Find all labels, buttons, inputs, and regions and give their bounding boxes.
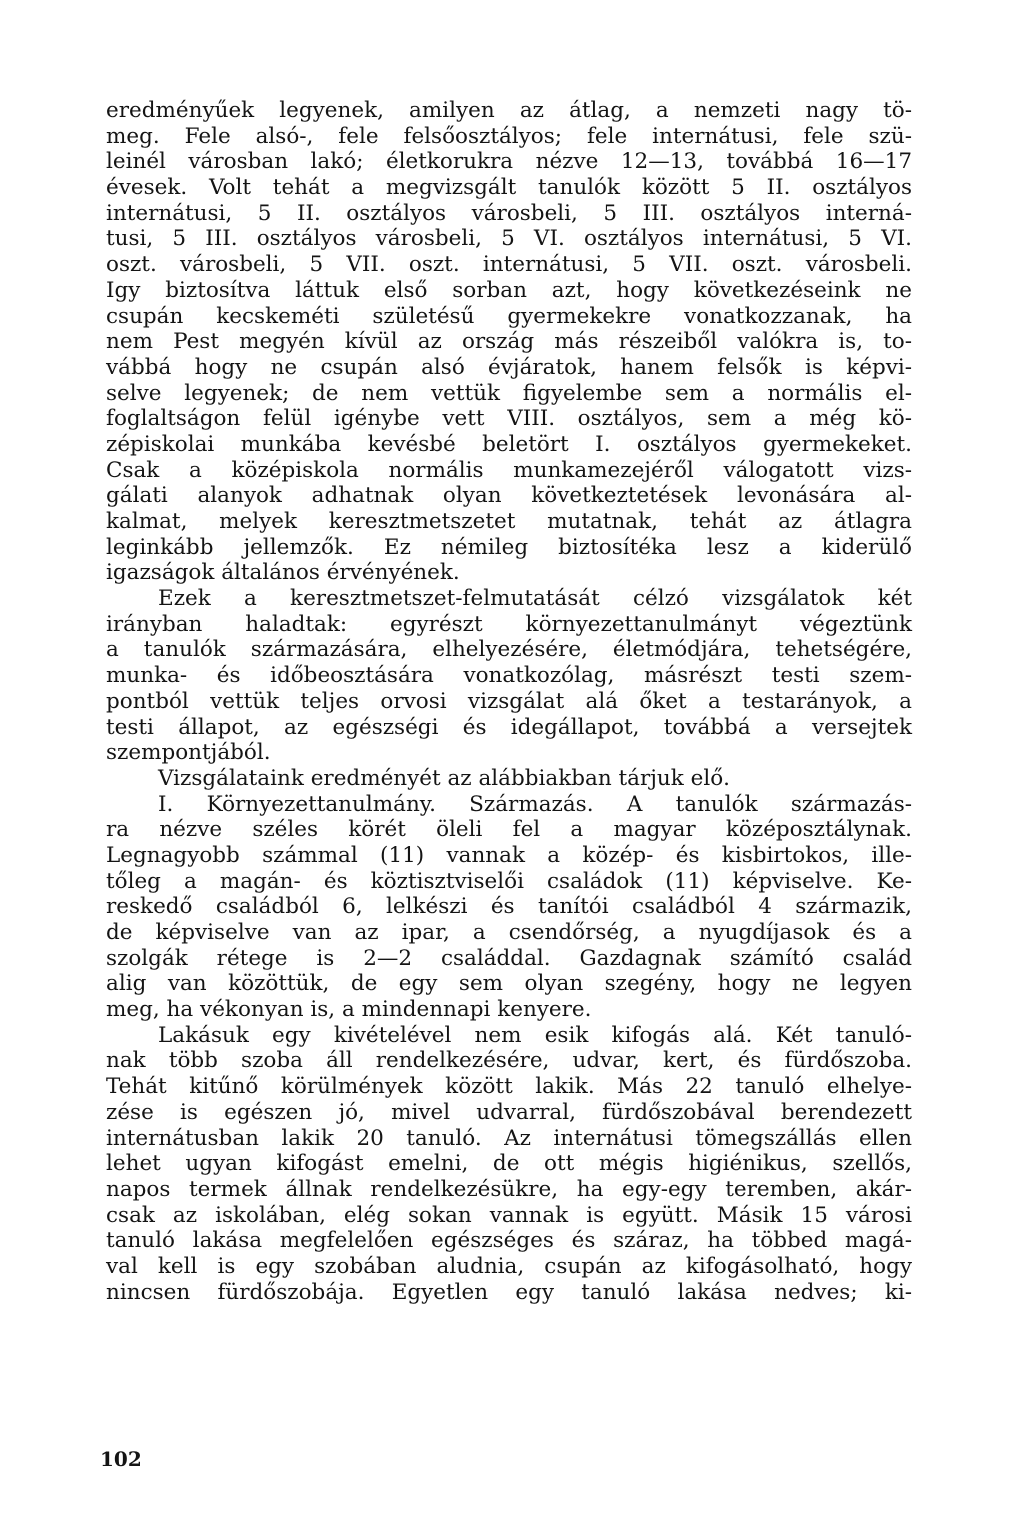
text-line: reskedő családból 6, lelkészi és tanítói családból 4 származik, <box>106 894 912 920</box>
text-line: zése is egészen jó, mivel udvarral, fürdőszobával berendezett <box>106 1099 912 1125</box>
text-line: Lakásuk egy kivételével nem esik kifogás alá. Két tanuló- <box>158 1022 912 1048</box>
text-line: Ezek a keresztmetszet-felmutatását célzó vizsgálatok két <box>158 586 912 612</box>
text-line: ra nézve széles körét öleli fel a magyar középosztálynak. <box>106 817 912 843</box>
text-line: leinél városban lakó; életkorukra nézve 12—13, továbbá 16—17 <box>106 149 912 175</box>
text-line: csupán kecskeméti születésű gyermekekre vonatkozzanak, ha <box>106 303 912 329</box>
text-line: selve legyenek; de nem vettük figyelembe sem a normális el- <box>106 380 912 406</box>
text-line: nak több szoba áll rendelkezésére, udvar, kert, és fürdőszoba. <box>106 1048 912 1074</box>
text-line: évesek. Volt tehát a megvizsgált tanulók között 5 II. osztályos <box>106 175 912 201</box>
text-line: lehet ugyan kifogást emelni, de ott mégis higiénikus, szellős, <box>106 1151 912 1177</box>
text-line: munka- és időbeosztására vonatkozólag, másrészt testi szem- <box>106 663 912 689</box>
text-line: Vizsgálataink eredményét az alábbiakban tárjuk elő. <box>158 765 730 791</box>
text-line: nem Pest megyén kívül az ország más részeiből valókra is, to- <box>106 329 912 355</box>
text-line: szempontjából. <box>106 740 271 766</box>
text-line: zépiskolai munkába kevésbé beletört I. osztályos gyermekeket. <box>106 431 912 457</box>
page-body-text <box>106 98 912 1305</box>
text-line: gálati alanyok adhatnak olyan következtetések levonására al- <box>106 483 912 509</box>
text-line: I. Környezettanulmány. Származás. A tanulók származás- <box>158 791 912 817</box>
text-line: internátusi, 5 II. osztályos városbeli, 5 III. osztályos interná- <box>106 200 912 226</box>
text-line: tanuló lakása megfelelően egészséges és száraz, ha többed magá- <box>106 1228 912 1254</box>
text-line: napos termek állnak rendelkezésükre, ha egy-egy teremben, akár- <box>106 1176 912 1202</box>
text-line: igazságok általános érvényének. <box>106 560 460 586</box>
text-line: foglaltságon felül igénybe vett VIII. osztályos, sem a még kö- <box>106 406 912 432</box>
text-line: val kell is egy szobában aludnia, csupán az kifogásolható, hogy <box>106 1253 912 1279</box>
text-line: leginkább jellemzők. Ez némileg biztosítéka lesz a kiderülő <box>106 534 912 560</box>
text-line: tőleg a magán- és köztisztviselői családok (11) képviselve. Ke- <box>106 868 912 894</box>
text-line: eredményűek legyenek, amilyen az átlag, a nemzeti nagy tö- <box>106 98 912 123</box>
text-line: de képviselve van az ipar, a csendőrség, a nyugdíjasok és a <box>106 920 912 945</box>
text-line: Csak a középiskola normális munkamezejéről válogatott vizs- <box>106 457 912 483</box>
text-line: nincsen fürdőszobája. Egyetlen egy tanuló lakása nedves; ki- <box>106 1279 912 1305</box>
text-line: szolgák rétege is 2—2 családdal. Gazdagnak számító család <box>106 945 912 971</box>
text-line: alig van közöttük, de egy sem olyan szegény, hogy ne legyen <box>106 971 912 997</box>
text-line: meg, ha vékonyan is, a mindennapi kenyere. <box>106 997 592 1023</box>
text-line: kalmat, melyek keresztmetszetet mutatnak, tehát az átlagra <box>106 509 912 534</box>
text-line: a tanulók származására, elhelyezésére, életmódjára, tehetségére, <box>106 637 912 663</box>
text-line: irányban haladtak: egyrészt környezettanulmányt végeztünk <box>106 611 912 637</box>
text-line: internátusban lakik 20 tanuló. Az internátusi tömegszállás ellen <box>106 1125 912 1151</box>
text-line: Tehát kitűnő körülmények között lakik. Más 22 tanuló elhelye- <box>106 1074 912 1100</box>
text-line: oszt. városbeli, 5 VII. oszt. internátusi, 5 VII. oszt. városbeli. <box>106 252 912 278</box>
text-line: pontból vettük teljes orvosi vizsgálat alá őket a testarányok, a <box>106 688 912 714</box>
text-line: testi állapot, az egészségi és idegállapot, továbbá a versejtek <box>106 714 912 740</box>
text-line: Legnagyobb számmal (11) vannak a közép- és kisbirtokos, ille- <box>106 842 912 868</box>
text-line: meg. Fele alsó-, fele felsőosztályos; fele internátusi, fele szü- <box>106 123 912 149</box>
page-number: 102 <box>100 1447 142 1471</box>
text-line: vábbá hogy ne csupán alsó évjáratok, hanem felsők is képvi- <box>106 354 912 380</box>
text-line: Igy biztosítva láttuk első sorban azt, hogy következéseink ne <box>106 277 912 303</box>
text-line: tusi, 5 III. osztályos városbeli, 5 VI. osztályos internátusi, 5 VI. <box>106 226 912 252</box>
text-line: csak az iskolában, elég sokan vannak is együtt. Másik 15 városi <box>106 1202 912 1228</box>
